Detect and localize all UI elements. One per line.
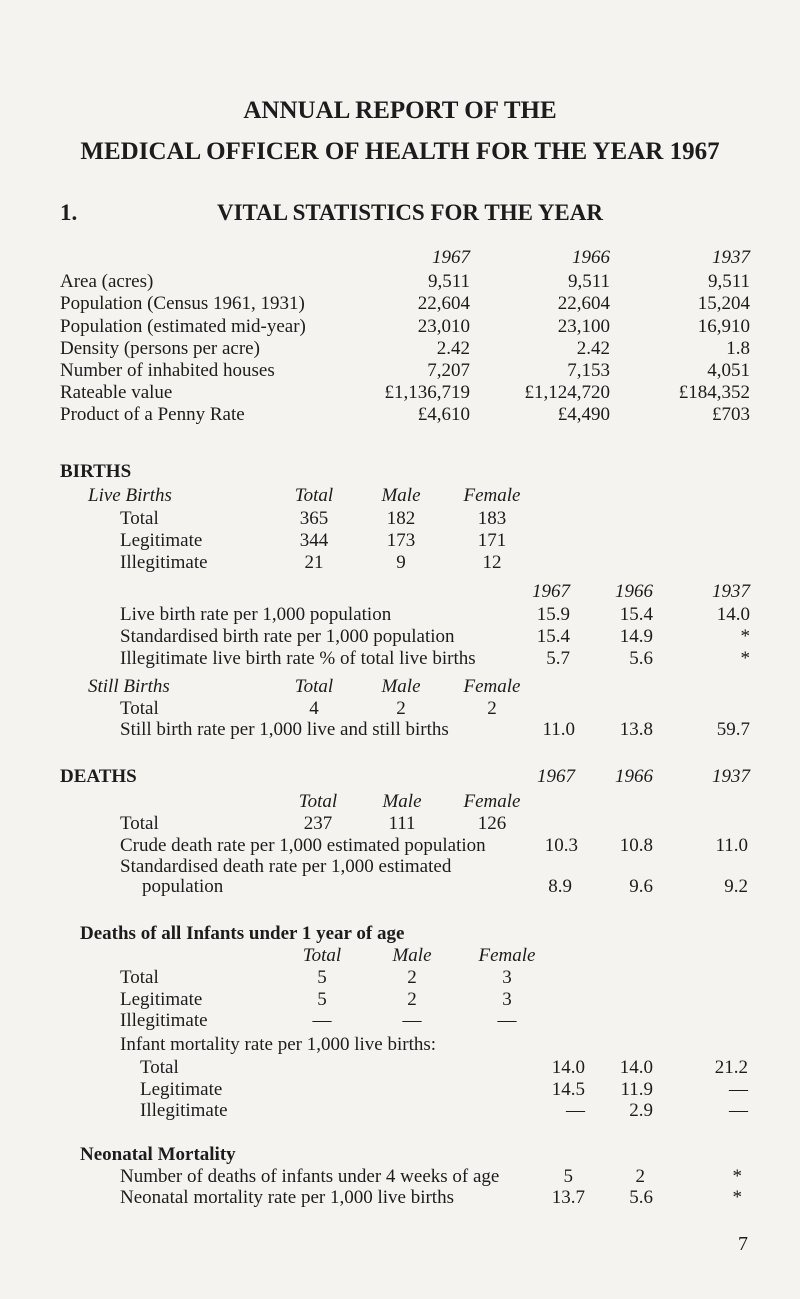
neonatal-row-label: Number of deaths of infants under 4 weeks of age [120, 1166, 500, 1187]
vital-row-value: 16,910 [697, 316, 750, 337]
still-birth-rate-value: 59.7 [716, 719, 750, 740]
imr-row-value: — [566, 1100, 585, 1121]
still-births-value: 2 [396, 698, 406, 719]
col-header-total: Total [298, 791, 338, 812]
vital-row-label: Area (acres) [60, 271, 154, 292]
still-birth-rate-value: 13.8 [619, 719, 653, 740]
imr-row-label: Total [140, 1057, 179, 1078]
col-header-female: Female [463, 485, 521, 506]
birth-rate-value: 15.4 [619, 604, 653, 625]
neonatal-row-value: 13.7 [551, 1187, 585, 1208]
col-header-male: Male [381, 485, 421, 506]
infant-row-value: 2 [407, 989, 417, 1010]
col-header-female: Female [478, 945, 536, 966]
infant-row-value: 3 [502, 989, 512, 1010]
title-line-2: MEDICAL OFFICER OF HEALTH FOR THE YEAR 1967 [80, 138, 720, 165]
still-births-value: 4 [309, 698, 319, 719]
deaths-total-value: 237 [303, 813, 333, 834]
births-row-value: 21 [304, 552, 324, 573]
neonatal-row-value: 2 [635, 1166, 645, 1187]
birth-rate-value: 15.4 [536, 626, 570, 647]
year-header-1937: 1937 [712, 766, 750, 787]
year-header-1967: 1967 [537, 766, 575, 787]
vital-row-value: 7,207 [427, 360, 470, 381]
deaths-heading: DEATHS [60, 766, 137, 787]
std-death-rate-value: 8.9 [548, 876, 572, 897]
col-header-female: Female [463, 676, 521, 697]
neonatal-heading: Neonatal Mortality [80, 1144, 236, 1165]
vital-row-value: 9,511 [427, 271, 470, 292]
std-death-rate-value: 9.6 [629, 876, 653, 897]
vital-row-value: 23,010 [417, 316, 470, 337]
imr-row-label: Illegitimate [140, 1100, 228, 1121]
infant-mortality-heading: Infant mortality rate per 1,000 live births: [120, 1034, 437, 1055]
deaths-total-label: Total [120, 813, 159, 834]
infant-deaths-heading: Deaths of all Infants under 1 year of age [80, 923, 405, 944]
col-header-male: Male [381, 676, 421, 697]
birth-rate-value: 14.9 [619, 626, 653, 647]
still-births-total-label: Total [120, 698, 159, 719]
title-line-1: ANNUAL REPORT OF THE [243, 97, 557, 124]
vital-row-label: Number of inhabited houses [60, 360, 275, 381]
birth-rate-label: Live birth rate per 1,000 population [120, 604, 392, 625]
deaths-total-value: 126 [477, 813, 507, 834]
crude-death-rate-label: Crude death rate per 1,000 estimated population [120, 835, 486, 856]
still-births-heading: Still Births [88, 676, 170, 697]
vital-row-value: 23,100 [557, 316, 610, 337]
vital-row-value: 9,511 [567, 271, 610, 292]
vital-row-label: Population (Census 1961, 1931) [60, 293, 305, 314]
vital-row-value: 7,153 [567, 360, 610, 381]
col-header-total: Total [294, 676, 334, 697]
vital-row-value: 2.42 [436, 338, 470, 359]
vital-row-value: 4,051 [707, 360, 750, 381]
std-death-rate-label: Standardised death rate per 1,000 estimated [120, 856, 452, 877]
vital-row-label: Population (estimated mid-year) [60, 316, 306, 337]
vital-row-label: Rateable value [60, 382, 173, 403]
page-number: 7 [738, 1233, 748, 1255]
year-header-1966: 1966 [615, 581, 653, 602]
infant-row-value: 5 [317, 989, 327, 1010]
year-header-1966: 1966 [572, 247, 610, 268]
neonatal-row-value: * [732, 1166, 742, 1187]
births-row-label: Legitimate [120, 530, 203, 551]
imr-row-value: 21.2 [714, 1057, 748, 1078]
infant-row-label: Total [120, 967, 159, 988]
birth-rate-label: Illegitimate live birth rate % of total live births [120, 648, 476, 669]
birth-rate-value: 14.0 [716, 604, 750, 625]
birth-rate-label: Standardised birth rate per 1,000 population [120, 626, 455, 647]
vital-row-value: 22,604 [417, 293, 470, 314]
infant-row-value: 2 [407, 967, 417, 988]
vital-row-label: Product of a Penny Rate [60, 404, 245, 425]
births-row-value: 344 [299, 530, 329, 551]
vital-row-value: £703 [712, 404, 750, 425]
births-row-value: 9 [396, 552, 406, 573]
birth-rate-value: * [740, 648, 750, 669]
birth-rate-value: 5.7 [546, 648, 570, 669]
year-header-1937: 1937 [712, 581, 750, 602]
infant-row-label: Illegitimate [120, 1010, 208, 1031]
vital-row-value: 15,204 [697, 293, 750, 314]
births-row-value: 182 [386, 508, 416, 529]
imr-row-value: 2.9 [629, 1100, 653, 1121]
imr-row-value: — [729, 1079, 748, 1100]
col-header-male: Male [392, 945, 432, 966]
section-number: 1. [60, 200, 78, 225]
infant-row-value: — [497, 1010, 517, 1031]
imr-row-value: — [729, 1100, 748, 1121]
std-death-rate-value: 9.2 [724, 876, 748, 897]
crude-death-rate-value: 10.8 [619, 835, 653, 856]
birth-rate-value: 15.9 [536, 604, 570, 625]
col-header-female: Female [463, 791, 521, 812]
section-title: VITAL STATISTICS FOR THE YEAR [216, 200, 604, 225]
vital-row-value: £1,124,720 [524, 382, 610, 403]
still-births-value: 2 [487, 698, 497, 719]
vital-row-value: £1,136,719 [384, 382, 470, 403]
year-header-1967: 1967 [532, 581, 570, 602]
infant-row-value: 5 [317, 967, 327, 988]
vital-row-value: 1.8 [726, 338, 750, 359]
col-header-total: Total [294, 485, 334, 506]
neonatal-row-value: * [732, 1187, 742, 1208]
neonatal-row-value: 5.6 [629, 1187, 653, 1208]
year-header-1967: 1967 [432, 247, 470, 268]
col-header-male: Male [382, 791, 422, 812]
crude-death-rate-value: 11.0 [715, 835, 748, 856]
imr-row-label: Legitimate [140, 1079, 223, 1100]
crude-death-rate-value: 10.3 [544, 835, 578, 856]
still-birth-rate-value: 11.0 [542, 719, 575, 740]
still-birth-rate-label: Still birth rate per 1,000 live and still births [120, 719, 449, 740]
birth-rate-value: 5.6 [629, 648, 653, 669]
vital-row-value: £184,352 [678, 382, 750, 403]
births-row-label: Illegitimate [120, 552, 208, 573]
vital-row-label: Density (persons per acre) [60, 338, 260, 359]
imr-row-value: 14.5 [551, 1079, 585, 1100]
vital-row-value: 2.42 [576, 338, 610, 359]
std-death-rate-label-cont: population [142, 876, 224, 897]
infant-row-label: Legitimate [120, 989, 203, 1010]
col-header-total: Total [302, 945, 342, 966]
imr-row-value: 11.9 [620, 1079, 653, 1100]
infant-row-value: — [402, 1010, 422, 1031]
births-row-value: 173 [386, 530, 416, 551]
vital-row-value: 22,604 [557, 293, 610, 314]
births-row-value: 12 [482, 552, 502, 573]
neonatal-row-label: Neonatal mortality rate per 1,000 live births [120, 1187, 454, 1208]
infant-row-value: 3 [502, 967, 512, 988]
births-heading: BIRTHS [60, 461, 132, 482]
year-header-1937: 1937 [712, 247, 750, 268]
births-row-value: 365 [299, 508, 329, 529]
live-births-heading: Live Births [88, 485, 172, 506]
births-row-value: 183 [477, 508, 507, 529]
vital-row-value: 9,511 [707, 271, 750, 292]
births-row-value: 171 [477, 530, 507, 551]
deaths-total-value: 111 [388, 813, 416, 834]
infant-row-value: — [312, 1010, 332, 1031]
birth-rate-value: * [740, 626, 750, 647]
imr-row-value: 14.0 [619, 1057, 653, 1078]
imr-row-value: 14.0 [551, 1057, 585, 1078]
vital-row-value: £4,490 [557, 404, 610, 425]
year-header-1966: 1966 [615, 766, 653, 787]
vital-row-value: £4,610 [417, 404, 470, 425]
neonatal-row-value: 5 [563, 1166, 573, 1187]
births-row-label: Total [120, 508, 159, 529]
